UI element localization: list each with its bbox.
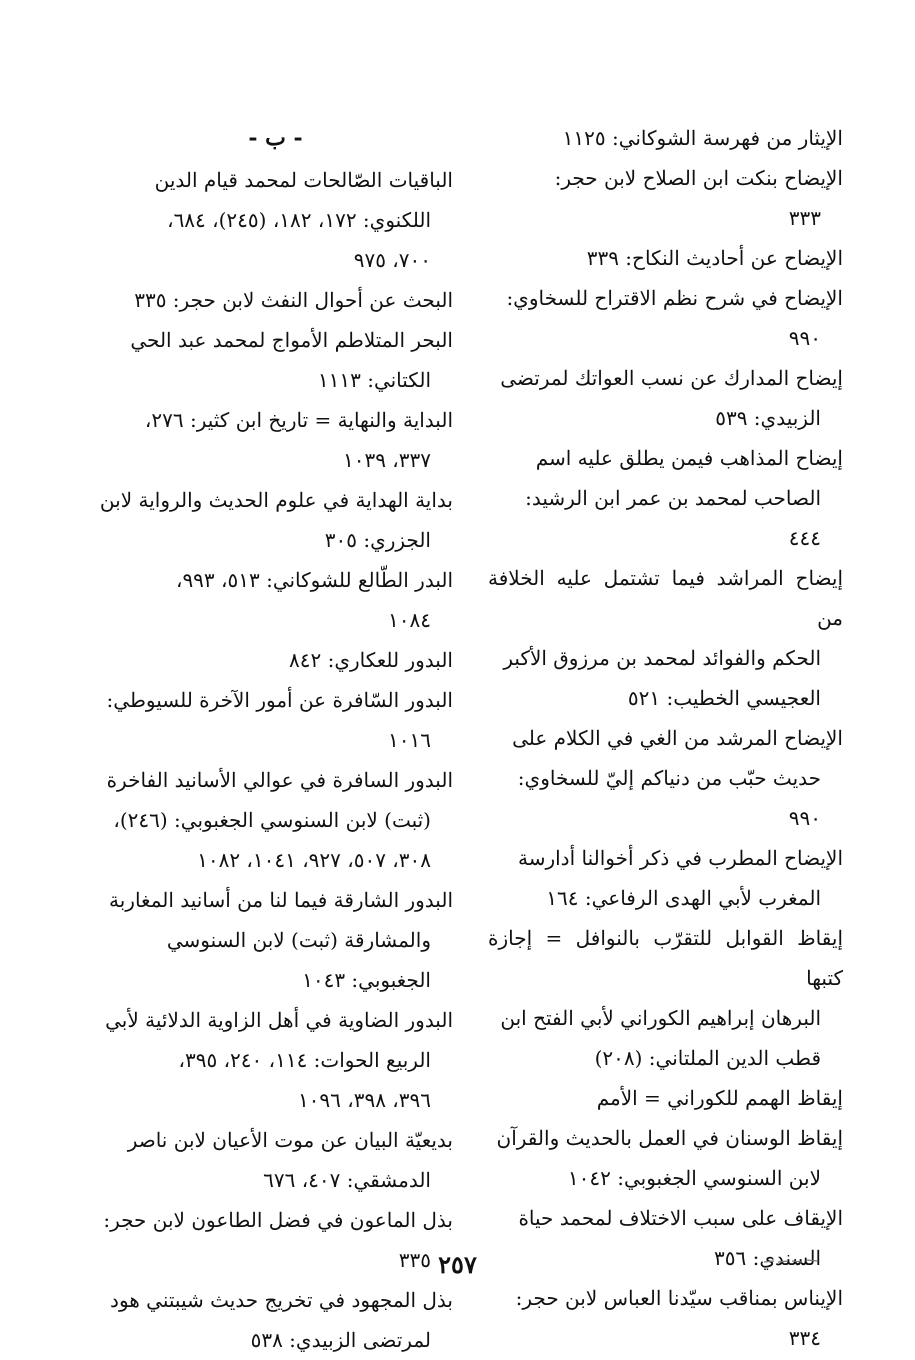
index-entry	[488, 918, 843, 1078]
entry-continuation-line: ٩٩٠	[788, 806, 821, 830]
index-entry	[98, 160, 453, 280]
entry-continuation-line: والمشارقة (ثبت) لابن السنوسي	[166, 928, 431, 952]
entry-title-line: البدور السّافرة عن أمور الآخرة للسيوطي:	[106, 688, 453, 712]
index-entry	[488, 1078, 843, 1118]
index-entry	[98, 880, 453, 1000]
entry-title-line: البدور السافرة في عوالي الأسانيد الفاخرة	[106, 768, 453, 792]
index-entry	[98, 400, 453, 480]
entry-title-line: إيضاح المذاهب فيمن يطلق عليه اسم	[535, 446, 843, 470]
entry-title-line: إيضاح المراشد فيما تشتمل عليه الخلافة من	[488, 566, 843, 630]
entry-continuation-line: الدمشقي: ٤٠٧، ٦٧٦	[263, 1168, 431, 1192]
entry-continuation-line: ٣٣٣	[788, 206, 821, 230]
entry-title-line: إيقاظ الوسنان في العمل بالحديث والقرآن	[496, 1126, 843, 1150]
entry-continuation-line: الجغبوبي: ١٠٤٣	[302, 968, 431, 992]
entry-continuation-line: ٧٠٠، ٩٧٥	[353, 248, 431, 272]
entry-continuation-line: الربيع الحوات: ١١٤، ٢٤٠، ٣٩٥،	[178, 1048, 431, 1072]
entry-continuation-line: البرهان إبراهيم الكوراني لأبي الفتح ابن	[500, 1006, 821, 1030]
entry-continuation-line: الصاحب لمحمد بن عمر ابن الرشيد:	[525, 486, 821, 510]
index-entry	[488, 238, 843, 278]
index-entry	[488, 358, 843, 438]
right-column	[488, 118, 843, 1358]
entry-title-line: بذل المجهود في تخريج حديث شيبتني هود	[110, 1288, 453, 1312]
index-entry	[488, 1278, 843, 1358]
entry-continuation-line: لابن السنوسي الجغبوبي: ١٠٤٢	[567, 1166, 821, 1190]
entry-continuation-line: ٤٤٤	[788, 526, 821, 550]
entry-title-line: البدور الضاوية في أهل الزاوية الدلائية لأبي	[105, 1008, 453, 1032]
entry-continuation-line: السندي: ٣٥٦	[713, 1246, 821, 1270]
entry-continuation-line: (ثبت) لابن السنوسي الجغبوبي: (٢٤٦)،	[113, 808, 431, 832]
entry-title-line: الإيضاح في شرح نظم الاقتراح للسخاوي:	[506, 286, 843, 310]
index-entry	[98, 1280, 453, 1360]
entry-continuation-line: لمرتضى الزبيدي: ٥٣٨	[250, 1328, 431, 1352]
index-entry	[488, 438, 843, 558]
entry-title-line: إيقاظ القوابل للتقرّب بالنوافل = إجازة كتبها	[488, 926, 843, 990]
entry-continuation-line: ٣٣٥	[398, 1248, 431, 1272]
entry-title-line: بديعيّة البيان عن موت الأعيان لابن ناصر	[127, 1128, 453, 1152]
entry-title-line: البدور الشارقة فيما لنا من أسانيد المغاربة	[109, 888, 453, 912]
entry-continuation-line: ٣٣٤	[788, 1326, 821, 1350]
index-entry	[98, 760, 453, 880]
index-entry	[98, 320, 453, 400]
entry-title-line: البحر المتلاطم الأمواج لمحمد عبد الحي	[130, 328, 453, 352]
entry-title-line: إيقاظ الهمم للكوراني = الأمم	[596, 1086, 843, 1110]
index-entry	[488, 718, 843, 838]
entry-continuation-line: حديث حبّب من دنياكم إليّ للسخاوي:	[517, 766, 821, 790]
entry-title-line: الإيثار من فهرسة الشوكاني: ١١٢٥	[562, 126, 843, 150]
entry-continuation-line: ٣٣٧، ١٠٣٩	[342, 448, 431, 472]
entry-continuation-line: المغرب لأبي الهدى الرفاعي: ١٦٤	[546, 886, 821, 910]
entry-title-line: الإيضاح المرشد من الغي في الكلام على	[512, 726, 843, 750]
entry-title-line: بذل الماعون في فضل الطاعون لابن حجر:	[103, 1208, 453, 1232]
index-entry	[98, 560, 453, 640]
entry-title-line: الإيضاح المطرب في ذكر أخوالنا أدارسة	[517, 846, 843, 870]
index-entry	[98, 1120, 453, 1200]
index-entry	[98, 480, 453, 560]
entry-title-line: الإيقاف على سبب الاختلاف لمحمد حياة	[518, 1206, 843, 1230]
index-entry	[98, 280, 453, 320]
entry-title-line: البداية والنهاية = تاريخ ابن كثير: ٢٧٦،	[144, 408, 453, 432]
index-entry	[488, 158, 843, 238]
entry-continuation-line: قطب الدين الملتاني: (٢٠٨)	[594, 1046, 821, 1070]
page-number: ٢٥٧	[438, 1250, 477, 1279]
entry-continuation-line: ٣٠٨، ٥٠٧، ٩٢٧، ١٠٤١، ١٠٨٢	[197, 848, 431, 872]
section-heading: - ب -	[248, 125, 303, 151]
entry-title-line: الإيضاح عن أحاديث النكاح: ٣٣٩	[586, 246, 843, 270]
index-entry	[488, 558, 843, 718]
entry-title-line: بداية الهداية في علوم الحديث والرواية لابن	[99, 488, 453, 512]
entry-continuation-line: العجيسي الخطيب: ٥٢١	[627, 686, 821, 710]
entry-continuation-line: الجزري: ٣٠٥	[324, 528, 431, 552]
entry-title-line: البدور للعكاري: ٨٤٢	[288, 648, 453, 672]
entry-continuation-line: ٣٩٦، ٣٩٨، ١٠٩٦	[297, 1088, 431, 1112]
entry-title-line: البدر الطّالع للشوكاني: ٥١٣، ٩٩٣،	[175, 568, 453, 592]
entry-continuation-line: الحكم والفوائد لمحمد بن مرزوق الأكبر	[503, 646, 821, 670]
index-entry	[488, 118, 843, 158]
entry-continuation-line: الزبيدي: ٥٣٩	[715, 406, 821, 430]
entry-title-line: الباقيات الصّالحات لمحمد قيام الدين	[154, 168, 453, 192]
entry-continuation-line: الكتاني: ١١١٣	[317, 368, 431, 392]
entry-continuation-line: اللكنوي: ١٧٢، ١٨٢، (٢٤٥)، ٦٨٤،	[167, 208, 431, 232]
index-entry	[98, 640, 453, 680]
entry-continuation-line: ٩٩٠	[788, 326, 821, 350]
entry-title-line: الإيناس بمناقب سيّدنا العباس لابن حجر:	[515, 1286, 843, 1310]
index-entry	[488, 1118, 843, 1198]
entry-title-line: إيضاح المدارك عن نسب العواتك لمرتضى	[500, 366, 843, 390]
index-entry	[98, 1000, 453, 1120]
index-entry	[488, 838, 843, 918]
index-entry	[488, 278, 843, 358]
entry-continuation-line: ١٠٨٤	[388, 608, 431, 632]
index-entry	[98, 680, 453, 760]
entry-title-line: الإيضاح بنكت ابن الصلاح لابن حجر:	[554, 166, 843, 190]
entry-title-line: البحث عن أحوال النفث لابن حجر: ٣٣٥	[134, 288, 453, 312]
smudge-mark	[762, 1258, 822, 1264]
left-column	[98, 118, 453, 1360]
entry-continuation-line: ١٠١٦	[388, 728, 431, 752]
